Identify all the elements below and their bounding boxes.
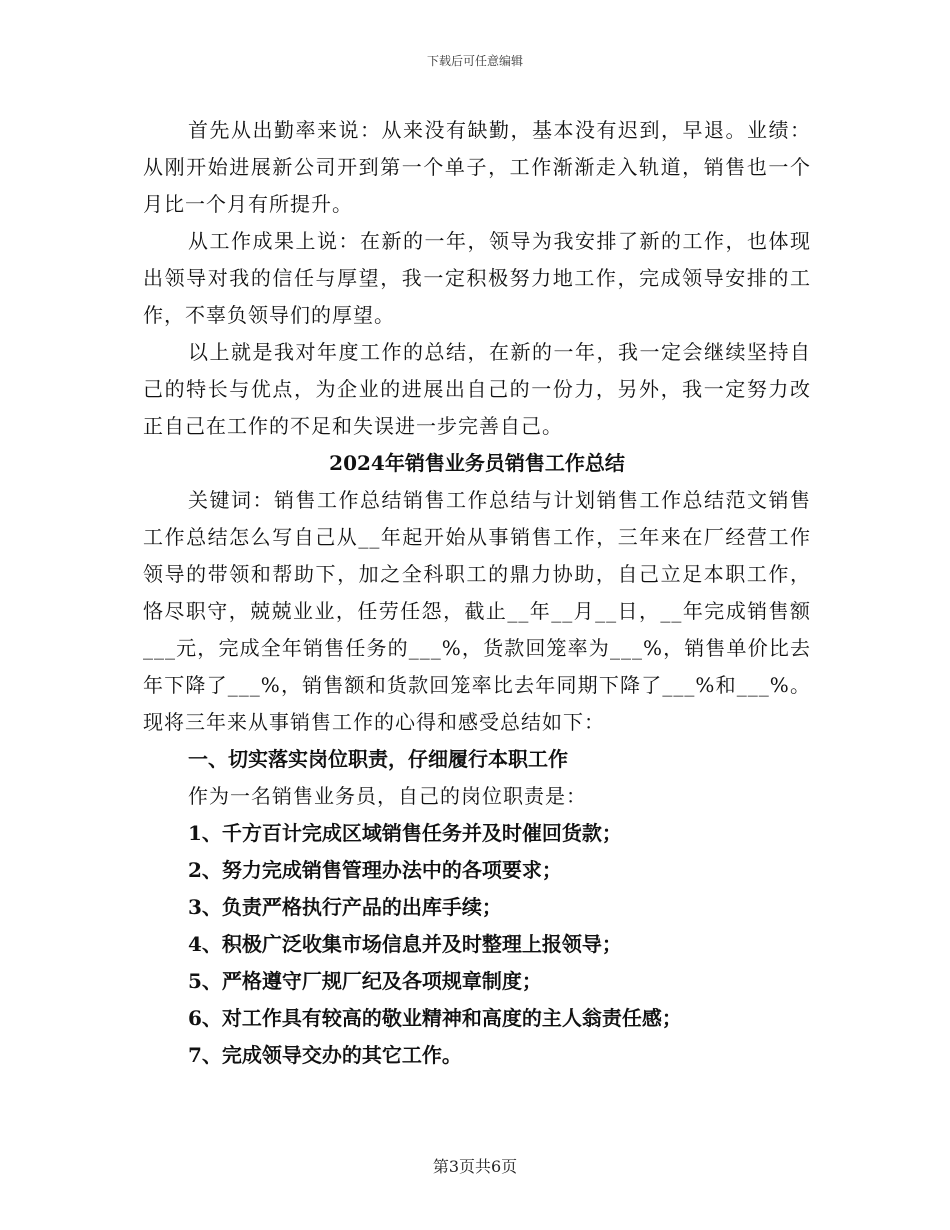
list-item: 2、努力完成销售管理办法中的各项要求； (188, 858, 562, 882)
document-body (143, 112, 811, 1074)
duties-list (143, 815, 811, 1074)
list-item: 5、严格遵守厂规厂纪及各项规章制度； (188, 969, 542, 993)
section-lead: 作为一名销售业务员，自己的岗位职责是： (188, 784, 587, 808)
section-heading: 一、切实落实岗位职责，仔细履行本职工作 (188, 747, 568, 771)
list-item: 7、完成领导交办的其它工作。 (188, 1043, 462, 1067)
paragraph-attendance: 首先从出勤率来说：从来没有缺勤，基本没有迟到，早退。业绩：从刚开始进展新公司开到第一个单子，工作渐渐走入轨道，销售也一个月比一个月有所提升。 (143, 118, 811, 216)
page-number: 第3页共6页 (432, 1157, 518, 1176)
list-item: 6、对工作具有较高的敬业精神和高度的主人翁责任感； (188, 1006, 682, 1030)
list-item: 4、积极广泛收集市场信息并及时整理上报领导； (188, 932, 622, 956)
list-item: 3、负责严格执行产品的出库手续； (188, 895, 502, 919)
paragraph-work-results: 从工作成果上说：在新的一年，领导为我安排了新的工作，也体现出领导对我的信任与厚望，我一定积极努力地工作，完成领导安排的工作，不辜负领导们的厚望。 (143, 229, 811, 327)
article-intro: 关键词：销售工作总结销售工作总结与计划销售工作总结范文销售工作总结怎么写自己从__年起开始从事销售工作，三年来在厂经营工作领导的带领和帮助下，加之全科职工的鼎力协助，自己立足本职工作，恪尽职守，兢兢业业，任劳任怨，截止__年__月__日，__年完成销售额___元，完成全年销售任务的___%，货款回笼率为___%，销售单价比去年下降了___%，销售额和货款回笼率比去年同期下降了___%和___%。现将三年来从事销售工作的心得和感受总结如下： (143, 488, 811, 734)
list-item: 1、千方百计完成区域销售任务并及时催回货款； (188, 821, 622, 845)
paragraph-conclusion: 以上就是我对年度工作的总结，在新的一年，我一定会继续坚持自己的特长与优点，为企业的进展出自己的一份力，另外，我一定努力改正自己在工作的不足和失误进一步完善自己。 (143, 340, 811, 438)
page-header-note: 下载后可任意编辑 (426, 54, 523, 68)
article-title: 2024年销售业务员销售工作总结 (329, 451, 625, 475)
